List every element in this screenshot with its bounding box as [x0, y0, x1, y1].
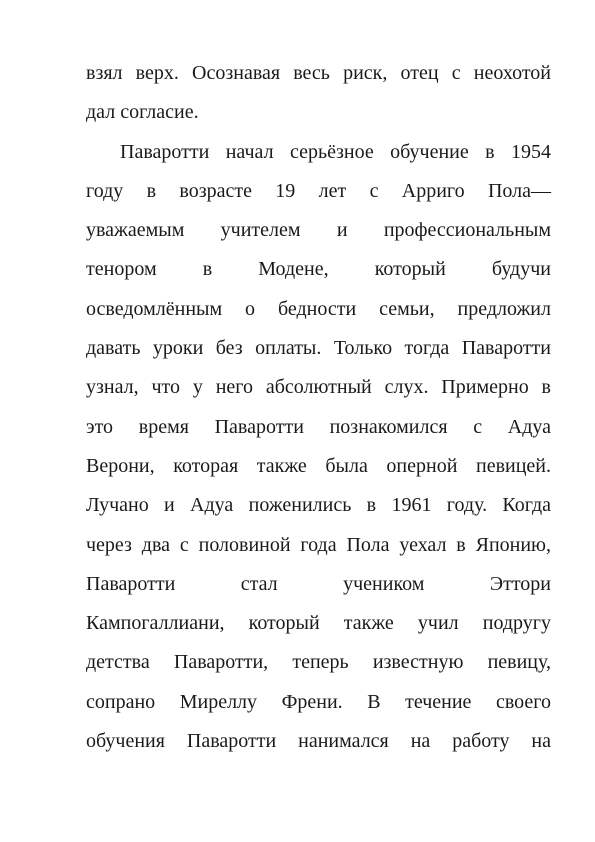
text-line: уважаемым учителем и профессиональным — [86, 219, 551, 242]
text-line: Паваротти стал учеником Эттори — [86, 572, 551, 595]
text-line: тенором в Модене, который будучи — [86, 258, 551, 281]
text-line: узнал, что у него абсолютный слух. Примерно в — [86, 376, 551, 399]
body-text — [86, 54, 551, 761]
text-line: взял верх. Осознавая весь риск, отец с неохотой — [86, 62, 551, 84]
text-line: сопрано Миреллу Френи. В течение своего — [86, 690, 551, 713]
text-line: обучения Паваротти нанимался на работу на — [86, 730, 551, 753]
text-line: дал согласие. — [86, 101, 199, 124]
text-line: детства Паваротти, теперь известную певицу, — [86, 651, 551, 674]
text-line: осведомлённым о бедности семьи, предложил — [86, 297, 551, 320]
text-line: Лучано и Адуа поженились в 1961 году. Когда — [86, 494, 551, 517]
text-line: году в возрасте 19 лет с Арриго Пола— — [86, 179, 551, 202]
text-line: Паваротти начал серьёзное обучение в 1954 — [120, 140, 551, 163]
text-line: Верони, которая также была оперной певицей. — [86, 454, 551, 477]
text-line: давать уроки без оплаты. Только тогда Паваротти — [86, 337, 551, 360]
text-line: через два с половиной года Пола уехал в Японию, — [86, 533, 551, 556]
text-line: Кампогаллиани, который также учил подругу — [86, 612, 551, 635]
text-line: это время Паваротти познакомился с Адуа — [86, 415, 551, 438]
